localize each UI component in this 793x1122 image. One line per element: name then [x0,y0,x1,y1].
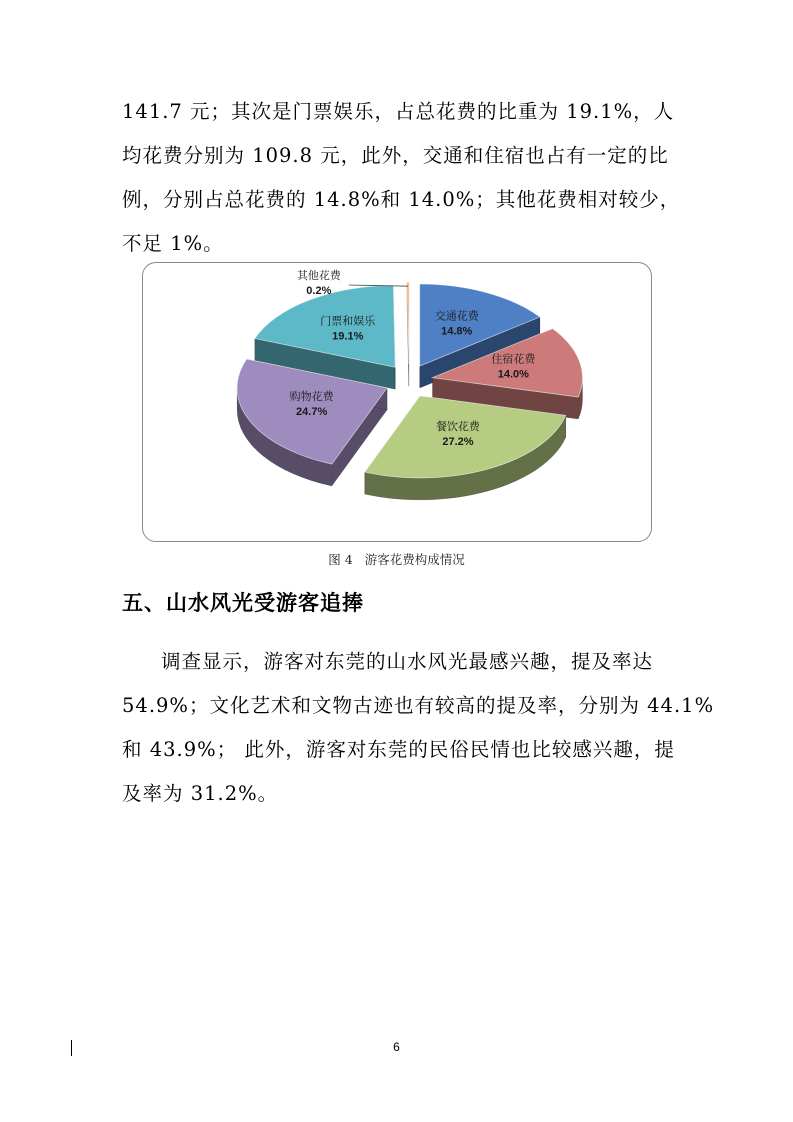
paragraph-spending [122,90,682,266]
slice-category-label: 其他花费 [296,269,341,282]
slice-percent-label: 14.0% [497,368,529,381]
slice-category-label: 住宿花费 [491,352,536,366]
slice-percent-label: 27.2% [442,435,474,448]
paragraph-line: 均花费分别为 109.8 元，此外，交通和住宿也占有一定的比 [122,144,669,167]
slice-percent-label: 24.7% [296,406,328,419]
paragraph-line: 和 43.9%； 此外，游客对东莞的民俗民情也比较感兴趣，提 [122,738,675,761]
paragraph-line: 不足 1%。 [122,232,224,255]
paragraph-line: 调查显示，游客对东莞的山水风光最感兴趣，提及率达 [161,650,654,673]
section-heading: 五、山水风光受游客追捧 [122,591,364,615]
slice-percent-label: 19.1% [332,330,364,343]
slice-category-label: 交通花费 [434,309,479,323]
slice-category-label: 购物花费 [289,390,334,404]
slice-percent-label: 0.2% [306,285,332,297]
figure-caption-text: 游客花费构成情况 [364,552,465,567]
paragraph-line: 54.9%；文化艺术和文物古迹也有较高的提及率，分别为 44.1% [122,694,715,717]
slice-category-label: 餐饮花费 [435,419,480,433]
slice-category-label: 门票和娱乐 [320,314,376,328]
paragraph-line: 及率为 31.2%。 [122,782,279,805]
page-number: 6 [393,1040,400,1054]
slice-percent-label: 14.8% [441,325,473,338]
figure-number: 图 4 [328,552,353,567]
pie-chart-frame [142,262,652,542]
paragraph-line: 141.7 元；其次是门票娱乐，占总花费的比重为 19.1%，人 [122,100,675,123]
paragraph-scenery [122,640,715,816]
pie-chart [143,263,651,541]
paragraph-line: 例，分别占总花费的 14.8%和 14.0%；其他花费相对较少， [122,188,681,211]
figure-caption [0,550,793,568]
